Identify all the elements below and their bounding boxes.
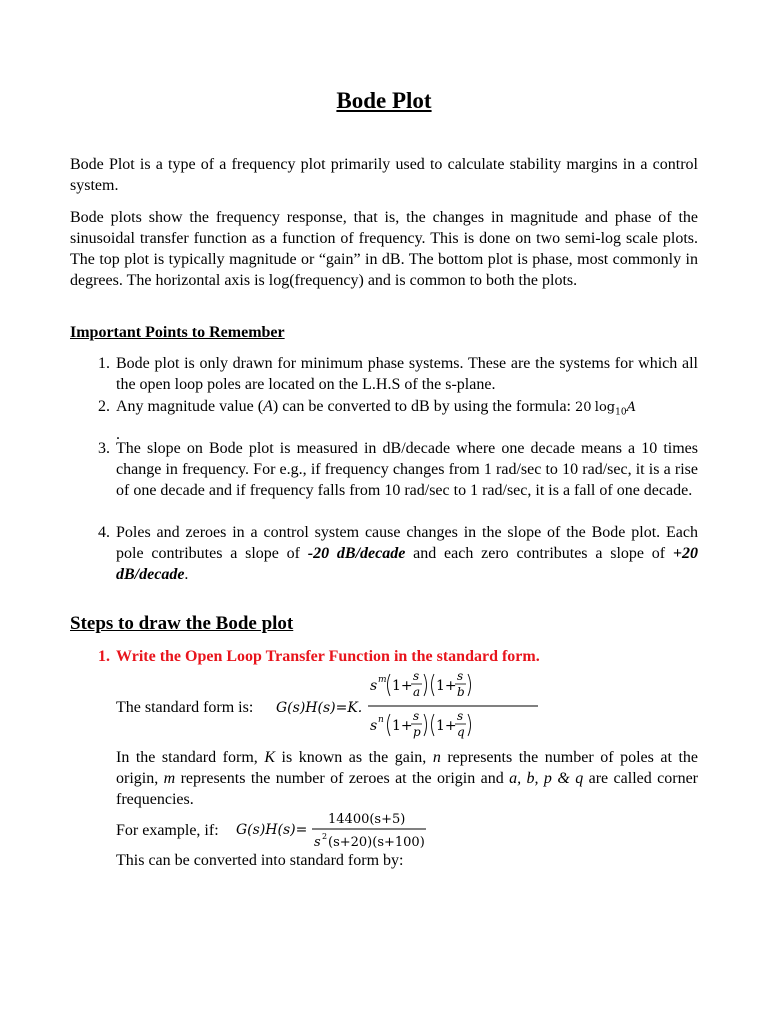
intro-paragraph-2: Bode plots show the frequency response, that is, the changes in magnitude and phase of the sinusoidal transfer function as a function of frequency. This is done on two semi-log scale plots. The top plot is typically magnitude or “gain” in dB. The bottom plot is phase, most commonly in degrees. The horizontal axis is log(frequency) and is common to both the plots. xyxy=(70,209,698,289)
list-number: 1. xyxy=(98,355,110,372)
svg-text:a: a xyxy=(413,685,421,699)
svg-text:s: s xyxy=(314,835,321,850)
steps-heading: Steps to draw the Bode plot xyxy=(70,613,294,634)
variable-m: m xyxy=(163,770,176,787)
standard-form-label: The standard form is: xyxy=(116,699,254,716)
svg-text:b: b xyxy=(457,685,465,699)
intro-paragraph-1: Bode Plot is a type of a frequency plot primarily used to calculate stability margins in a control system. xyxy=(70,156,698,194)
emphasis-negative-slope: -20 dB/decade xyxy=(307,545,406,562)
list-text: Bode plot is only drawn for minimum phase systems. These are the systems for which all the open loop poles are located on the L.H.S of the s-plane. xyxy=(116,355,698,393)
page-title: Bode Plot xyxy=(336,88,432,113)
variable-n: n xyxy=(432,749,441,766)
example-label: For example, if: xyxy=(116,822,219,839)
formula-numerator: 14400(s+5) xyxy=(328,812,406,827)
svg-text:1+: 1+ xyxy=(392,718,413,734)
step-number: 1. xyxy=(98,648,110,665)
list-number: 4. xyxy=(98,524,110,541)
svg-text:q: q xyxy=(457,725,465,739)
emphasis-positive-slope: +20 dB/decade xyxy=(116,545,699,583)
svg-text:s: s xyxy=(413,669,420,683)
points-heading: Important Points to Remember xyxy=(70,324,285,341)
step-heading: Write the Open Loop Transfer Function in the standard form. xyxy=(116,648,540,665)
svg-text:1+: 1+ xyxy=(436,678,457,694)
svg-text:1+: 1+ xyxy=(436,718,457,734)
variable-k: K xyxy=(264,749,275,766)
svg-text:s: s xyxy=(457,669,464,683)
svg-text:s: s xyxy=(370,678,378,694)
list-text: . xyxy=(116,425,120,443)
svg-text:n: n xyxy=(378,715,384,725)
convert-text: This can be converted into standard form by: xyxy=(116,852,404,869)
standard-form-formula xyxy=(274,666,544,746)
list-text: Any magnitude value ( xyxy=(116,398,264,415)
list-text: ) can be converted to dB by using the formula: xyxy=(272,398,571,415)
svg-text:p: p xyxy=(413,725,421,739)
svg-text:2: 2 xyxy=(322,832,328,841)
formula-20log10a: 20 $\log_{10}A$ xyxy=(575,400,636,418)
svg-text:s: s xyxy=(370,718,378,734)
standard-form-explanation: In the standard form, K is known as the gain, n represents the number of poles at the origin, m represents the number of zeroes at the origin and a, b, p & q are called corner frequencies. xyxy=(116,749,699,808)
list-text: Poles and zeroes in a control system cause changes in the slope of the Bode plot. Each pole contributes a slope of xyxy=(116,524,698,562)
list-number: 2. xyxy=(98,398,110,415)
formula-lhs: G(s)H(s)= xyxy=(236,822,308,838)
list-text: and each zero contributes a slope of xyxy=(405,545,673,562)
formula-lhs: G(s)H(s)=K. xyxy=(276,700,363,716)
list-number: 3. xyxy=(98,440,110,457)
svg-text:s: s xyxy=(413,709,420,723)
svg-text:m: m xyxy=(378,675,387,685)
formula-denominator: (s+20)(s+100) xyxy=(328,835,425,850)
variable-a: A xyxy=(263,398,273,415)
list-text: . xyxy=(184,566,189,583)
example-formula xyxy=(234,808,434,852)
svg-text:1+: 1+ xyxy=(392,678,413,694)
corner-frequency-vars: a, b, p & q xyxy=(509,770,584,787)
svg-text:s: s xyxy=(457,709,464,723)
list-text: The slope on Bode plot is measured in dB/decade where one decade means a 10 times change in frequency. For e.g., if frequency changes from 1 rad/sec to 10 rad/sec, it is a rise of one decade and if frequency falls from 10 rad/sec to 1 rad/sec, it is a fall of one decade. xyxy=(116,440,698,499)
